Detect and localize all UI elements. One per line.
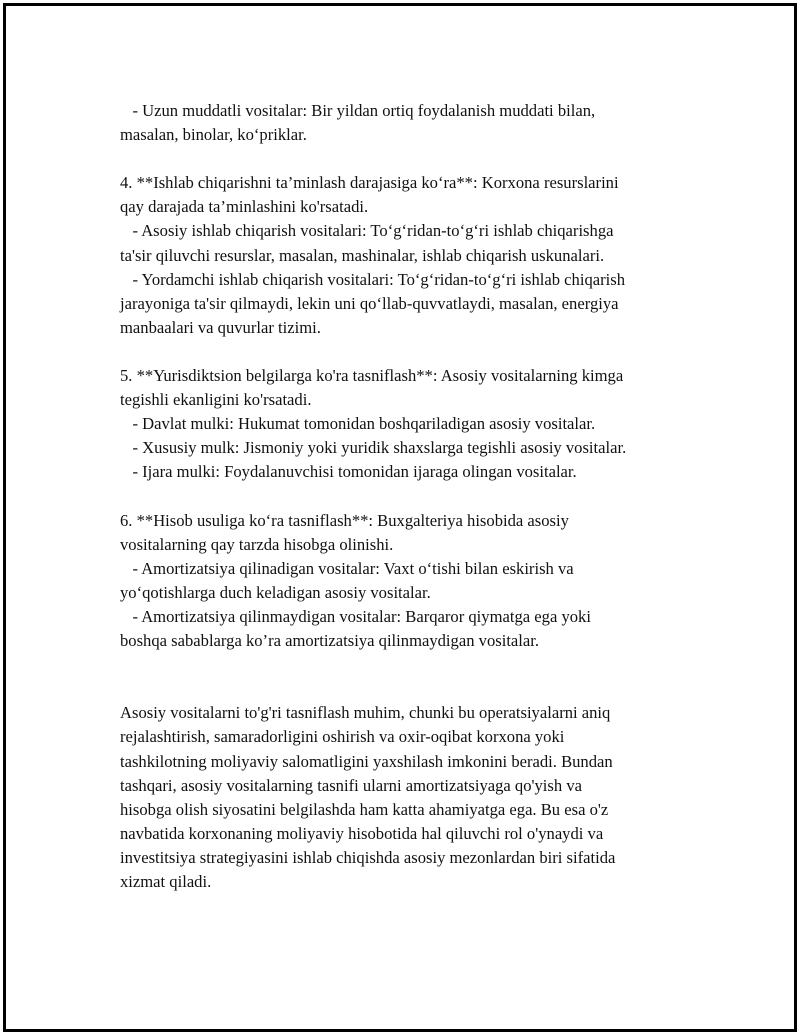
blank-line — [120, 340, 700, 364]
text-line: - Yordamchi ishlab chiqarish vositalari: To‘g‘ridan-to‘g‘ri ishlab chiqarish — [120, 269, 625, 289]
blank-line — [120, 147, 700, 171]
text-line: boshqa sabablarga ko’ra amortizatsiya qilinmaydigan vositalar. — [120, 631, 540, 651]
text-line: - Uzun muddatli vositalar: Bir yildan ortiq foydalanish muddati bilan, — [120, 101, 596, 120]
text-line: tashqari, asosiy vositalarning tasnifi ularni amortizatsiyaga qo'yish va — [120, 775, 582, 795]
blank-line — [120, 653, 700, 677]
text-line: - Amortizatsiya qilinmaydigan vositalar: Barqaror qiymatga ega yoki — [120, 606, 591, 626]
text-line: - Amortizatsiya qilinadigan vositalar: Vaxt o‘tishi bilan eskirish va — [120, 558, 574, 578]
page-frame — [3, 3, 797, 1032]
text-line: 4. **Ishlab chiqarishni ta’minlash darajasiga ko‘ra**: Korxona resurslarini — [120, 173, 619, 193]
text-line: tegishli ekanligini ko'rsatadi. — [120, 390, 312, 410]
text-line: - Xususiy mulk: Jismoniy yoki yuridik shaxslarga tegishli asosiy vositalar. — [120, 438, 627, 458]
text-line: vositalarning qay tarzda hisobga olinishi. — [120, 534, 394, 554]
text-line: Asosiy vositalarni to'g'ri tasniflash muhim, chunki bu operatsiyalarni aniq — [120, 703, 611, 723]
blank-line — [120, 485, 700, 509]
text-line: qay darajada ta’minlashini ko'rsatadi. — [120, 197, 369, 217]
text-line: hisobga olish siyosatini belgilashda ham katta ahamiyatga ega. Bu esa o'z — [120, 799, 609, 819]
document-body — [120, 99, 700, 894]
text-line: yo‘qotishlarga duch keladigan asosiy vositalar. — [120, 582, 431, 602]
text-line: - Davlat mulki: Hukumat tomonidan boshqariladigan asosiy vositalar. — [120, 414, 596, 434]
text-line: masalan, binolar, ko‘priklar. — [120, 125, 307, 145]
text-line: rejalashtirish, samaradorligini oshirish va oxir-oqibat korxona yoki — [120, 727, 565, 747]
text-line: ta'sir qiluvchi resurslar, masalan, mashinalar, ishlab chiqarish uskunalari. — [120, 245, 605, 265]
text-line: investitsiya strategiyasini ishlab chiqishda asosiy mezonlardan biri sifatida — [120, 847, 616, 867]
blank-line — [120, 677, 700, 701]
text-line: - Asosiy ishlab chiqarish vositalari: To‘g‘ridan-to‘g‘ri ishlab chiqarishga — [120, 221, 614, 241]
text-line: manbaalari va quvurlar tizimi. — [120, 317, 321, 337]
text-line: tashkilotning moliyaviy salomatligini yaxshilash imkonini beradi. Bundan — [120, 751, 613, 771]
text-line: jarayoniga ta'sir qilmaydi, lekin uni qo‘llab-quvvatlaydi, masalan, energiya — [120, 293, 619, 313]
text-line: navbatida korxonaning moliyaviy hisobotida hal qiluvchi rol o'ynaydi va — [120, 823, 604, 843]
text-line: 5. **Yurisdiktsion belgilarga ko'ra tasniflash**: Asosiy vositalarning kimga — [120, 366, 624, 386]
text-line: 6. **Hisob usuliga ko‘ra tasniflash**: Buxgalteriya hisobida asosiy — [120, 510, 569, 530]
text-line: xizmat qiladi. — [120, 872, 212, 891]
text-line: - Ijara mulki: Foydalanuvchisi tomonidan ijaraga olingan vositalar. — [120, 462, 577, 482]
